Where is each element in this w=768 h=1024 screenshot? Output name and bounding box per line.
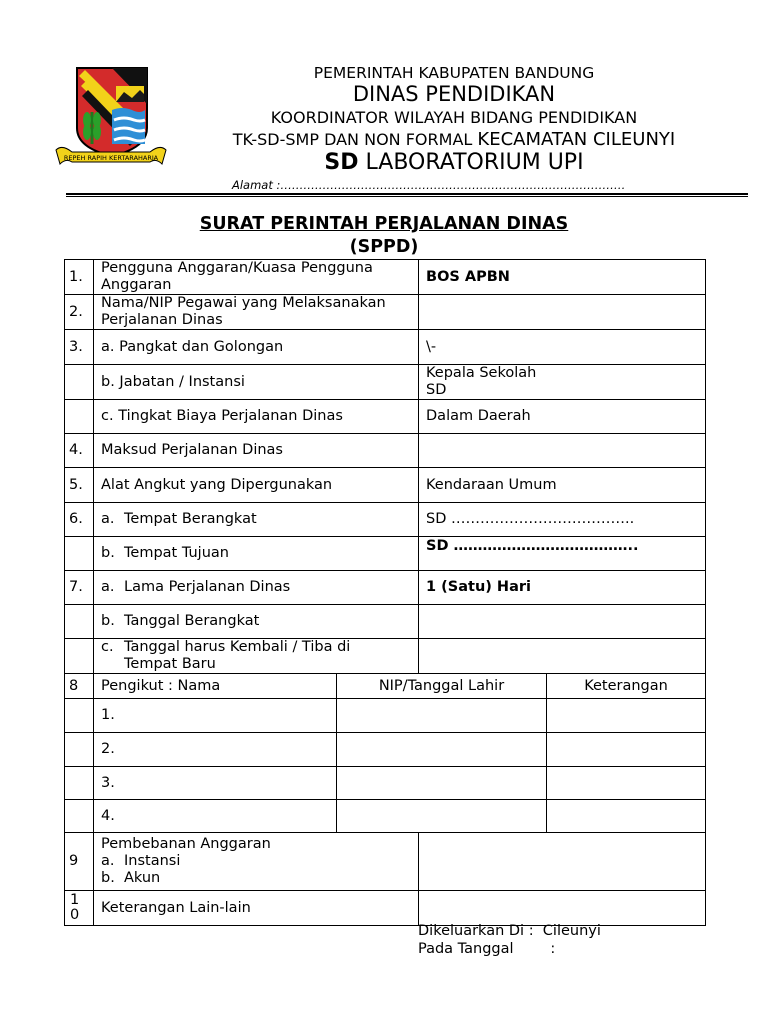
row-value bbox=[419, 434, 706, 468]
row-value: SD ……………………………….. bbox=[419, 537, 706, 571]
header-district bbox=[170, 129, 738, 150]
follower-number: 3. bbox=[94, 767, 337, 800]
header-school bbox=[170, 150, 738, 175]
header-coordinator: KOORDINATOR WILAYAH BIDANG PENDIDIKAN bbox=[270, 108, 638, 127]
row-value bbox=[419, 833, 706, 891]
row-label: Maksud Perjalanan Dinas bbox=[94, 434, 419, 468]
row-label: a. Lama Perjalanan Dinas bbox=[94, 571, 419, 605]
row-number bbox=[65, 537, 94, 571]
header-school-name: LABORATORIUM UPI bbox=[358, 150, 584, 175]
row-label: Alat Angkut yang Dipergunakan bbox=[94, 468, 419, 503]
row-value: BOS APBN bbox=[419, 260, 706, 295]
row-number bbox=[65, 365, 94, 400]
svg-text:REPEH RAPIH KERTARAHARJA: REPEH RAPIH KERTARAHARJA bbox=[63, 154, 159, 162]
row-number: 2. bbox=[65, 295, 94, 330]
document-subtitle: (SPPD) bbox=[349, 237, 419, 257]
row-label: b. Tanggal Berangkat bbox=[94, 605, 419, 639]
column-header-nip: NIP/Tanggal Lahir bbox=[337, 674, 547, 699]
row-value bbox=[419, 639, 706, 674]
row-value: Kepala Sekolah SD bbox=[419, 365, 706, 400]
kabupaten-bandung-emblem bbox=[52, 64, 170, 170]
column-header-notes: Keterangan bbox=[547, 674, 706, 699]
follower-number: 2. bbox=[94, 733, 337, 767]
row-label: a. Pangkat dan Golongan bbox=[94, 330, 419, 365]
row-label: Pengguna Anggaran/Kuasa Pengguna Anggaran bbox=[94, 260, 419, 295]
row-number: 1 0 bbox=[65, 891, 94, 926]
row-label: b. Tempat Tujuan bbox=[94, 537, 419, 571]
header-school-prefix: SD bbox=[324, 150, 359, 175]
table-row bbox=[65, 260, 706, 295]
table-row bbox=[65, 330, 706, 365]
row-label: Keterangan Lain-lain bbox=[94, 891, 419, 926]
row-value bbox=[419, 295, 706, 330]
row-number bbox=[65, 639, 94, 674]
row-label: Pembebanan Anggaran a. Instansi b. Akun bbox=[94, 833, 419, 891]
row-number: 6. bbox=[65, 503, 94, 537]
row-number: 5. bbox=[65, 468, 94, 503]
row-value: SD ……………………………….. bbox=[419, 503, 706, 537]
issued-at: Dikeluarkan Di : Cileunyi bbox=[418, 923, 601, 939]
table-row bbox=[65, 605, 706, 639]
row-label: a. Tempat Berangkat bbox=[94, 503, 419, 537]
table-row bbox=[65, 800, 706, 833]
row-label: c. Tingkat Biaya Perjalanan Dinas bbox=[94, 400, 419, 434]
table-row bbox=[65, 674, 706, 699]
table-row bbox=[65, 434, 706, 468]
sppd-form-table bbox=[64, 259, 706, 926]
header-agency: DINAS PENDIDIKAN bbox=[352, 82, 556, 106]
table-row bbox=[65, 833, 706, 891]
table-row bbox=[65, 571, 706, 605]
table-row bbox=[65, 537, 706, 571]
table-row bbox=[65, 891, 706, 926]
row-label: Nama/NIP Pegawai yang Melaksanakan Perjalanan Dinas bbox=[94, 295, 419, 330]
header-government: PEMERINTAH KABUPATEN BANDUNG bbox=[313, 64, 595, 82]
table-row bbox=[65, 767, 706, 800]
row-number bbox=[65, 605, 94, 639]
row-value: 1 (Satu) Hari bbox=[419, 571, 706, 605]
table-row bbox=[65, 699, 706, 733]
header-district-levels: TK-SD-SMP DAN NON FORMAL bbox=[232, 130, 478, 149]
row-number: 7. bbox=[65, 571, 94, 605]
row-value: Kendaraan Umum bbox=[419, 468, 706, 503]
table-row bbox=[65, 468, 706, 503]
table-row bbox=[65, 733, 706, 767]
row-label: b. Jabatan / Instansi bbox=[94, 365, 419, 400]
header-rule-thin bbox=[66, 196, 748, 197]
table-row bbox=[65, 639, 706, 674]
column-header-name: Pengikut : Nama bbox=[94, 674, 337, 699]
row-number: 4. bbox=[65, 434, 94, 468]
row-value: Dalam Daerah bbox=[419, 400, 706, 434]
row-label: c. Tanggal harus Kembali / Tiba di Tempat Baru bbox=[94, 639, 419, 674]
row-number: 9 bbox=[65, 833, 94, 891]
follower-number: 1. bbox=[94, 699, 337, 733]
row-number bbox=[65, 400, 94, 434]
header-rule-thick bbox=[66, 193, 748, 195]
row-value: \- bbox=[419, 330, 706, 365]
table-row bbox=[65, 400, 706, 434]
table-row bbox=[65, 365, 706, 400]
header-address: Alamat :……………………………………………………………………………… bbox=[232, 178, 626, 192]
row-number: 8 bbox=[65, 674, 94, 699]
issued-date: Pada Tanggal : bbox=[418, 941, 556, 957]
document-title: SURAT PERINTAH PERJALANAN DINAS bbox=[199, 214, 569, 234]
table-row bbox=[65, 503, 706, 537]
follower-number: 4. bbox=[94, 800, 337, 833]
table-row bbox=[65, 295, 706, 330]
row-value bbox=[419, 605, 706, 639]
row-number: 3. bbox=[65, 330, 94, 365]
header-district-name: KECAMATAN CILEUNYI bbox=[477, 129, 676, 150]
row-number: 1. bbox=[65, 260, 94, 295]
row-value bbox=[419, 891, 706, 926]
